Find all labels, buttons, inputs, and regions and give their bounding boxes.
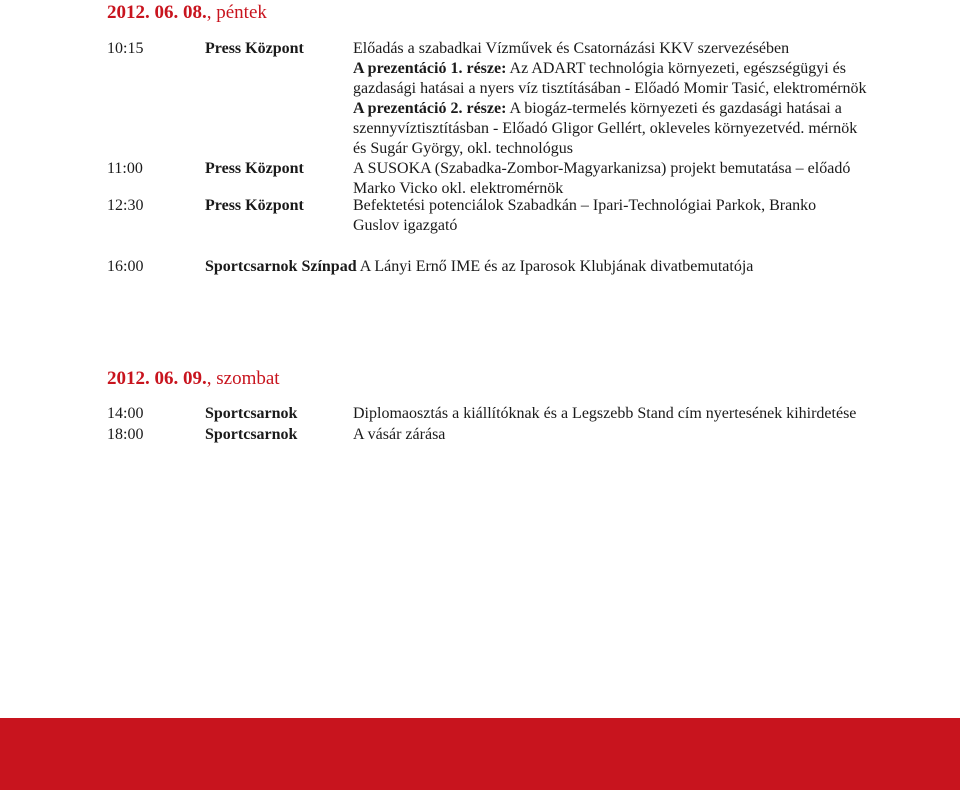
description-line: A SUSOKA (Szabadka-Zombor-Magyarkanizsa) projekt bemutatása – előadó [353, 160, 851, 177]
event-time: 11:00 [107, 160, 143, 177]
description-line: Diplomaosztás a kiállítóknak és a Legszebb Stand cím nyertesének kihirdetése [353, 405, 857, 422]
event-time: 12:30 [107, 197, 144, 214]
event-location: Press Központ [205, 160, 304, 177]
footer-accent-bar [0, 718, 960, 790]
day-heading-saturday [107, 368, 280, 390]
description-line: szennyvíztisztításban - Előadó Gligor Gellért, okleveles környezetvéd. mérnök [353, 120, 858, 137]
day-date: 2012. 06. 09. [107, 368, 207, 389]
day-weekday: , szombat [206, 368, 280, 389]
description-line: Befektetési potenciálok Szabadkán – Ipari-Technológiai Parkok, Branko [353, 197, 817, 214]
event-location: Sportcsarnok Színpad [205, 258, 357, 275]
day-heading-friday [107, 2, 267, 24]
description-line: gazdasági hatásai a nyers víz tisztításában - Előadó Momir Tasić, elektromérnök [353, 80, 867, 97]
day-date: 2012. 06. 08. [107, 2, 207, 23]
description-line: és Sugár György, okl. technológus [353, 140, 573, 157]
event-location: Sportcsarnok [205, 405, 298, 422]
event-description [353, 159, 883, 199]
event-location: Press Központ [205, 197, 304, 214]
event-description [353, 425, 883, 445]
event-location: Press Központ [205, 40, 304, 57]
event-time: 16:00 [107, 258, 144, 275]
event-description [353, 39, 883, 159]
day-weekday: , péntek [206, 2, 267, 23]
event-time: 18:00 [107, 426, 144, 443]
event-details [205, 257, 753, 277]
description-line: Guslov igazgató [353, 217, 458, 234]
event-description: A Lányi Ernő IME és az Iparosok Klubjának divatbemutatója [356, 258, 754, 275]
description-line: Marko Vicko okl. elektromérnök [353, 180, 564, 197]
description-line: Előadás a szabadkai Vízművek és Csatornázási KKV szervezésében [353, 40, 790, 57]
event-description [353, 404, 883, 424]
event-description [353, 196, 883, 236]
event-time: 10:15 [107, 40, 144, 57]
description-line: A vásár zárása [353, 426, 446, 443]
description-line: A prezentáció 2. része: A biogáz-termelés környezeti és gazdasági hatásai a [353, 100, 842, 117]
event-location: Sportcsarnok [205, 426, 298, 443]
description-line: A prezentáció 1. része: Az ADART technológia környezeti, egészségügyi és [353, 60, 846, 77]
event-time: 14:00 [107, 405, 144, 422]
